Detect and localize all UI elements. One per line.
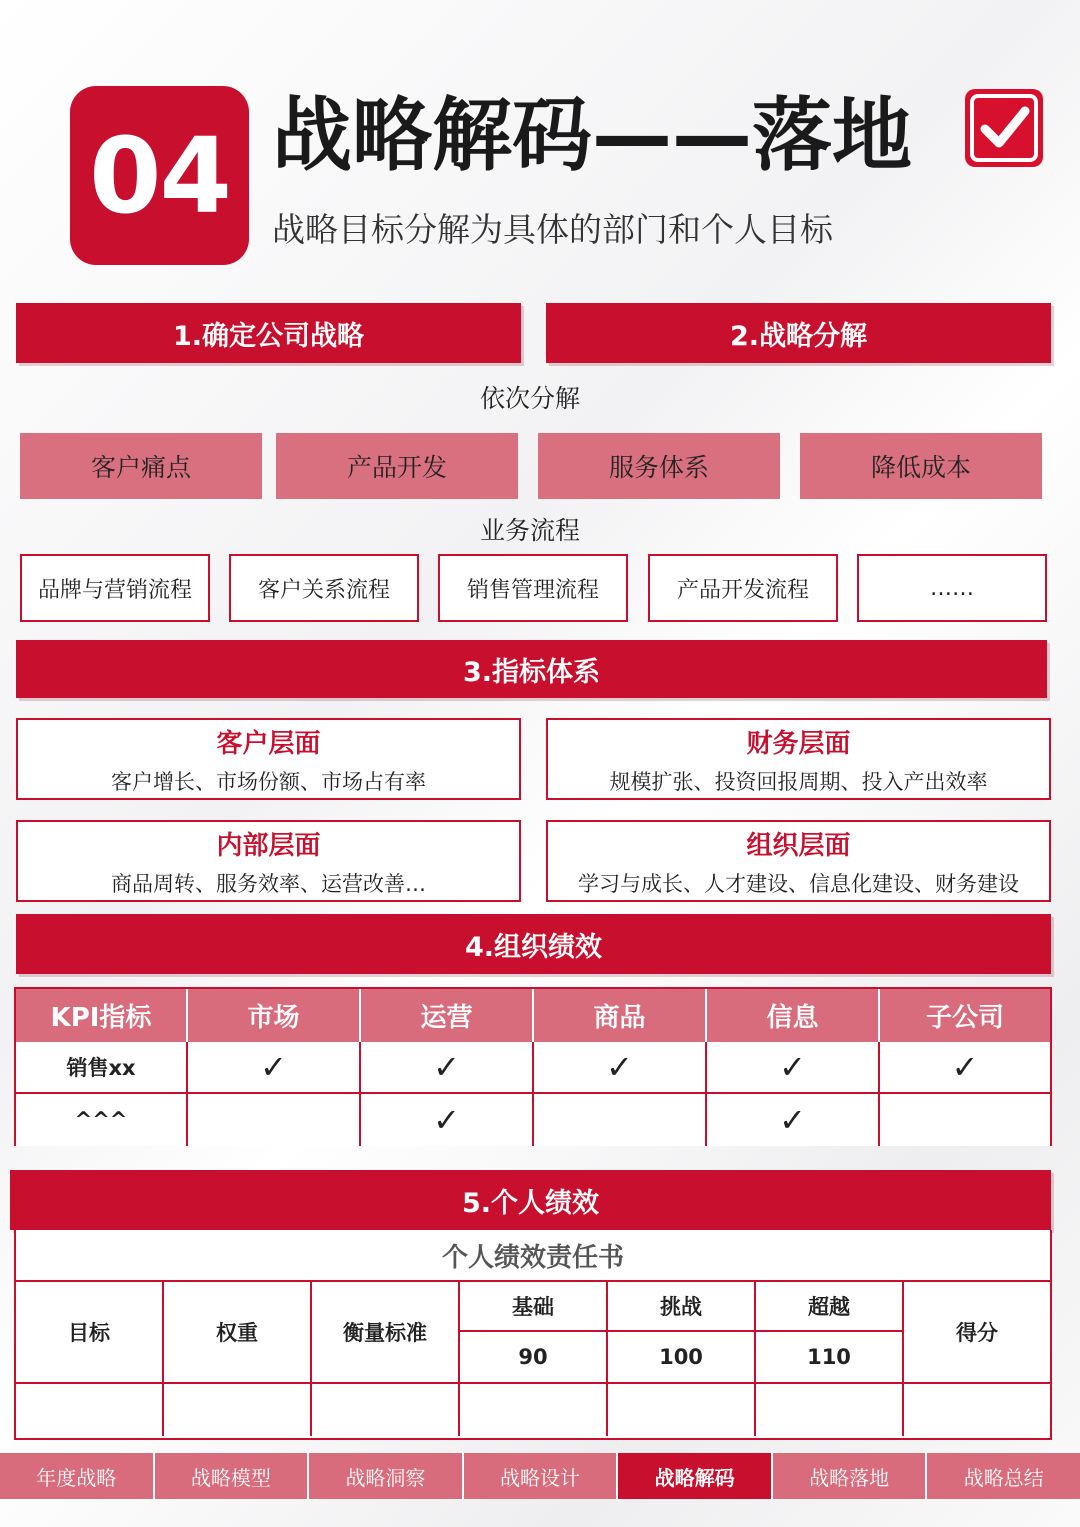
dimension-card bbox=[546, 820, 1051, 902]
kpi-header-cell: 市场 bbox=[188, 989, 361, 1042]
dimension-desc: 学习与成长、人才建设、信息化建设、财务建设 bbox=[578, 871, 1019, 896]
base-value: 90 bbox=[460, 1332, 608, 1384]
dimension-desc: 商品周转、服务效率、运营改善… bbox=[111, 871, 426, 896]
kpi-empty-cell bbox=[534, 1094, 707, 1146]
dimension-card bbox=[16, 820, 521, 902]
dimension-title: 客户层面 bbox=[216, 728, 321, 759]
page-title: 战略解码——落地 bbox=[272, 89, 912, 182]
base-header: 基础 bbox=[460, 1282, 608, 1332]
personal-table bbox=[14, 1230, 1052, 1440]
section3-bar: 3.指标体系 bbox=[16, 640, 1047, 698]
challenge-value: 100 bbox=[608, 1332, 756, 1384]
section5-bar: 5.个人绩效 bbox=[10, 1170, 1051, 1230]
empty-cell bbox=[608, 1384, 756, 1436]
kpi-row-name: ^^^ bbox=[16, 1094, 188, 1146]
kpi-header-cell: 子公司 bbox=[880, 989, 1050, 1042]
process-box: 销售管理流程 bbox=[438, 554, 628, 622]
process-box: 产品开发流程 bbox=[648, 554, 838, 622]
kpi-table bbox=[14, 987, 1052, 1146]
empty-cell bbox=[460, 1384, 608, 1436]
process-label: 业务流程 bbox=[479, 516, 580, 545]
nav-tab[interactable]: 战略设计 bbox=[464, 1453, 619, 1499]
weight-header: 权重 bbox=[164, 1282, 312, 1384]
kpi-header-cell: KPI指标 bbox=[16, 989, 188, 1042]
nav-tab[interactable]: 战略模型 bbox=[155, 1453, 310, 1499]
goal-header: 目标 bbox=[16, 1282, 164, 1384]
check-icon: ✓ bbox=[707, 1042, 880, 1094]
nav-tab[interactable]: 年度战略 bbox=[0, 1453, 155, 1499]
focus-box: 客户痛点 bbox=[20, 433, 262, 499]
empty-cell bbox=[904, 1384, 1050, 1436]
empty-cell bbox=[312, 1384, 460, 1436]
check-icon: ✓ bbox=[188, 1042, 361, 1094]
nav-tab[interactable]: 战略落地 bbox=[773, 1453, 928, 1499]
page-subtitle: 战略目标分解为具体的部门和个人目标 bbox=[272, 210, 833, 249]
process-box: 品牌与营销流程 bbox=[20, 554, 210, 622]
kpi-row bbox=[16, 1094, 1050, 1146]
empty-cell bbox=[164, 1384, 312, 1436]
section-number-badge: 04 bbox=[70, 86, 249, 265]
nav-tab[interactable]: 战略解码 bbox=[618, 1453, 773, 1499]
dimension-card bbox=[16, 718, 521, 800]
bottom-nav bbox=[0, 1453, 1080, 1499]
exceed-header: 超越 bbox=[756, 1282, 904, 1332]
challenge-header: 挑战 bbox=[608, 1282, 756, 1332]
dimension-title: 内部层面 bbox=[216, 830, 321, 861]
exceed-value: 110 bbox=[756, 1332, 904, 1384]
dimension-desc: 规模扩张、投资回报周期、投入产出效率 bbox=[609, 769, 988, 794]
decompose-label: 依次分解 bbox=[479, 384, 580, 413]
kpi-header-cell: 信息 bbox=[707, 989, 880, 1042]
check-icon: ✓ bbox=[534, 1042, 707, 1094]
kpi-header-cell: 商品 bbox=[534, 989, 707, 1042]
dimension-title: 组织层面 bbox=[746, 830, 851, 861]
kpi-row bbox=[16, 1042, 1050, 1094]
nav-tab[interactable]: 战略洞察 bbox=[309, 1453, 464, 1499]
kpi-empty-cell bbox=[188, 1094, 361, 1146]
check-icon: ✓ bbox=[361, 1094, 534, 1146]
check-icon: ✓ bbox=[361, 1042, 534, 1094]
dimension-card bbox=[546, 718, 1051, 800]
personal-table-title: 个人绩效责任书 bbox=[16, 1230, 1050, 1282]
section4-bar: 4.组织绩效 bbox=[16, 914, 1051, 974]
process-box: …… bbox=[857, 554, 1047, 622]
focus-box: 产品开发 bbox=[276, 433, 518, 499]
score-header: 得分 bbox=[904, 1282, 1050, 1384]
focus-box: 降低成本 bbox=[800, 433, 1042, 499]
nav-tab[interactable]: 战略总结 bbox=[963, 1465, 1044, 1490]
section2-bar: 2.战略分解 bbox=[546, 303, 1051, 363]
dimension-desc: 客户增长、市场份额、市场占有率 bbox=[111, 769, 426, 794]
focus-box: 服务体系 bbox=[538, 433, 780, 499]
process-box: 客户关系流程 bbox=[229, 554, 419, 622]
standard-header: 衡量标准 bbox=[312, 1282, 460, 1384]
section1-bar: 1.确定公司战略 bbox=[16, 303, 521, 363]
empty-cell bbox=[16, 1384, 164, 1436]
checkbox-checked-icon bbox=[965, 89, 1043, 167]
empty-cell bbox=[756, 1384, 904, 1436]
dimension-title: 财务层面 bbox=[746, 728, 851, 759]
check-icon: ✓ bbox=[707, 1094, 880, 1146]
kpi-row-name: 销售xx bbox=[16, 1042, 188, 1094]
check-icon: ✓ bbox=[880, 1042, 1050, 1094]
kpi-header-cell: 运营 bbox=[361, 989, 534, 1042]
kpi-empty-cell bbox=[880, 1094, 1050, 1146]
